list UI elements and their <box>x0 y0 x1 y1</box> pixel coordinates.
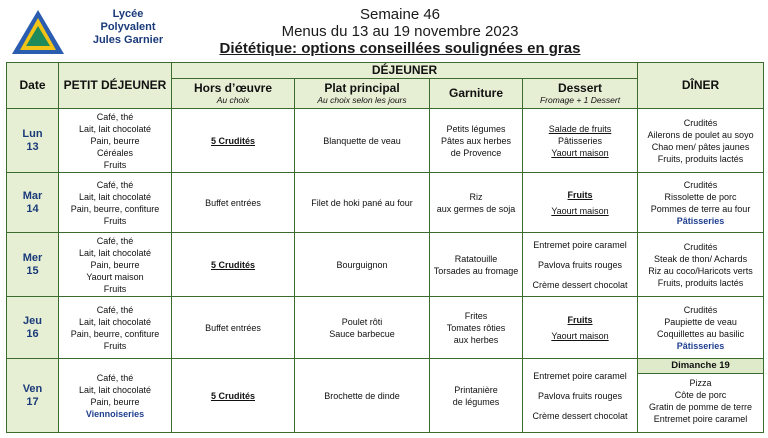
dessert-cell: Entremet poire caramel Pavlova fruits rouges Crème dessert chocolat <box>523 359 638 433</box>
menu-heading <box>180 6 620 58</box>
col-dinner: DÎNER <box>638 63 764 109</box>
breakfast-cell: Café, thé Lait, lait chocolaté Pain, beurre, confiture Fruits <box>59 173 172 233</box>
starter-cell: Buffet entrées <box>172 297 295 359</box>
starter-cell: 5 Crudités <box>172 359 295 433</box>
day-cell: Mar 14 <box>7 173 59 233</box>
col-dessert: Dessert Fromage + 1 Dessert <box>523 79 638 109</box>
col-lunch: DÉJEUNER <box>172 63 638 79</box>
breakfast-cell: Café, thé Lait, lait chocolaté Pain, beurre Yaourt maison Fruits <box>59 233 172 297</box>
date-range: Menus du 13 au 19 novembre 2023 <box>281 23 519 40</box>
main-cell: Brochette de dinde <box>295 359 430 433</box>
breakfast-cell: Café, thé Lait, lait chocolaté Pain, beurre Viennoiseries <box>59 359 172 433</box>
dinner-cell: Dimanche 19 Pizza Côte de porc Gratin de pomme de terre Entremet poire caramel <box>638 359 764 433</box>
school-line-2: Polyvalent <box>100 21 156 33</box>
col-breakfast: PETIT DÉJEUNER <box>59 63 172 109</box>
dessert-cell: Fruits Yaourt maison <box>523 297 638 359</box>
table-row <box>7 173 764 233</box>
starter-cell: 5 Crudités <box>172 109 295 173</box>
school-logo <box>8 6 68 58</box>
dinner-cell: Crudités Steak de thon/ Achards Riz au coco/Haricots verts Fruits, produits lactés <box>638 233 764 297</box>
side-cell: Ratatouille Torsades au fromage <box>430 233 523 297</box>
breakfast-cell: Café, thé Lait, lait chocolaté Pain, beurre, confiture Fruits <box>59 297 172 359</box>
table-row <box>7 233 764 297</box>
day-cell: Lun 13 <box>7 109 59 173</box>
side-cell: Frites Tomates rôties aux herbes <box>430 297 523 359</box>
school-line-3: Jules Garnier <box>92 34 164 46</box>
side-cell: Riz aux germes de soja <box>430 173 523 233</box>
main-cell: Bourguignon <box>295 233 430 297</box>
diet-note: Diététique: options conseillées soulignées en gras <box>219 40 581 57</box>
day-cell: Ven 17 <box>7 359 59 433</box>
sunday-header: Dimanche 19 <box>638 359 763 374</box>
day-cell: Mer 15 <box>7 233 59 297</box>
table-row <box>7 109 764 173</box>
school-name <box>78 8 178 47</box>
day-cell: Jeu 16 <box>7 297 59 359</box>
dinner-cell: Crudités Paupiette de veau Coquillettes au basilic Pâtisseries <box>638 297 764 359</box>
main-cell: Filet de hoki pané au four <box>295 173 430 233</box>
col-date: Date <box>7 63 59 109</box>
week-label: Semaine 46 <box>359 6 441 23</box>
dessert-cell: Entremet poire caramel Pavlova fruits rouges Crème dessert chocolat <box>523 233 638 297</box>
dessert-cell: Salade de fruits Pâtisseries Yaourt maison <box>523 109 638 173</box>
dinner-cell: Crudités Ailerons de poulet au soyo Chao men/ pâtes jaunes Fruits, produits lactés <box>638 109 764 173</box>
starter-cell: 5 Crudités <box>172 233 295 297</box>
starter-cell: Buffet entrées <box>172 173 295 233</box>
col-main: Plat principal Au choix selon les jours <box>295 79 430 109</box>
school-line-1: Lycée <box>112 8 144 20</box>
main-cell: Poulet rôti Sauce barbecue <box>295 297 430 359</box>
dinner-cell: Crudités Rissolette de porc Pommes de terre au four Pâtisseries <box>638 173 764 233</box>
side-cell: Petits légumes Pâtes aux herbes de Provence <box>430 109 523 173</box>
table-row <box>7 359 764 433</box>
breakfast-cell: Café, thé Lait, lait chocolaté Pain, beurre Céréales Fruits <box>59 109 172 173</box>
table-row <box>7 297 764 359</box>
dessert-cell: Fruits Yaourt maison <box>523 173 638 233</box>
menu-table <box>6 62 764 433</box>
side-cell: Printanière de légumes <box>430 359 523 433</box>
col-starter: Hors d’œuvre Au choix <box>172 79 295 109</box>
main-cell: Blanquette de veau <box>295 109 430 173</box>
col-side: Garniture <box>430 79 523 109</box>
